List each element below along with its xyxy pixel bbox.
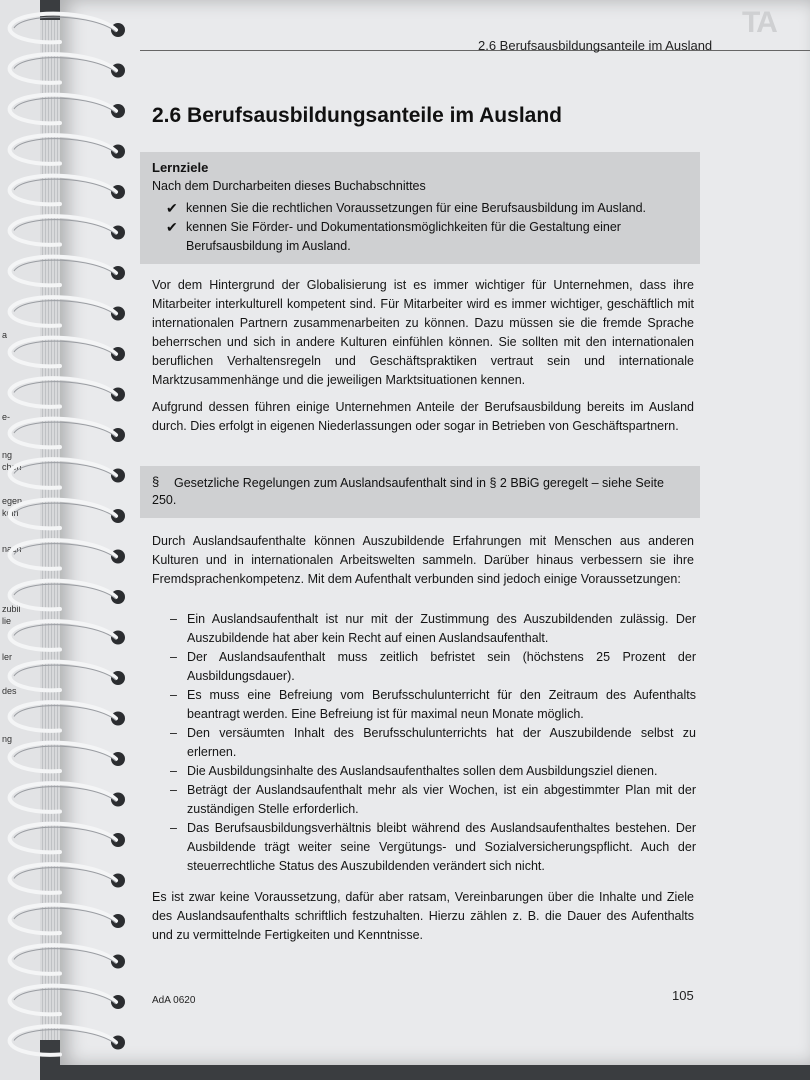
list-item-text: Ein Auslandsaufenthalt ist nur mit der Zustimmung des Auszubildenden zulässig. Der Auszubildende hat aber kein Recht auf einen Auslandsaufenthalt.: [187, 612, 696, 645]
learning-goal-item: [166, 199, 680, 218]
learning-goal-item: [166, 218, 680, 256]
paragraph-icon: §: [152, 474, 160, 489]
binding-coil: [10, 378, 116, 407]
binding-coil: [10, 986, 116, 1015]
section-heading: 2.6 Berufsausbildungsanteile im Ausland: [152, 104, 562, 127]
binding-coil: [10, 743, 116, 772]
checkmark-icon: ✔: [166, 219, 178, 235]
binding-coil: [10, 540, 116, 569]
list-item: [170, 648, 696, 686]
list-item-text: Das Berufsausbildungsverhältnis bleibt während des Auslandsaufenthaltes bestehen. Der Ausbildende trägt weiter seine Vergütungs- und Sozialversicherungspflicht. Auch der steuerrechtliche Status des Auszubildenden verändert sich nicht.: [187, 821, 696, 873]
binding-coil: [10, 135, 116, 164]
left-page-fragment: des: [2, 686, 17, 696]
binding-coil: [10, 14, 116, 43]
binding-coil: [10, 257, 116, 286]
body-paragraph: Es ist zwar keine Voraussetzung, dafür aber ratsam, Vereinbarungen über die Inhalte und Ziele des Auslandsaufenthalts schriftlich festzuhalten. Hierzu zählen z. B. die Dauer des Aufenthalts und zu vermittelnde Fertigkeiten und Kenntnisse.: [152, 890, 694, 942]
dash-bullet: –: [170, 688, 177, 702]
binding-coil: [10, 216, 116, 245]
left-page-fragment: egen: [2, 496, 23, 506]
learning-goals-box: [140, 152, 700, 264]
binding-coil: [10, 905, 116, 934]
binding-coil: [10, 95, 116, 124]
list-item-text: Den versäumten Inhalt des Berufsschulunterrichts hat der Auszubildende selbst zu erlernen.: [187, 726, 696, 759]
binding-coil: [10, 662, 116, 691]
binding-coil: [10, 864, 116, 893]
dash-bullet: –: [170, 764, 177, 778]
binding-coil: [10, 459, 116, 488]
left-page-fragment: ler: [2, 652, 13, 662]
learning-goals-intro: Nach dem Durcharbeiten dieses Buchabschnittes: [152, 179, 426, 193]
left-page-fragment: chen: [2, 462, 22, 472]
dash-bullet: –: [170, 612, 177, 626]
list-item-text: Der Auslandsaufenthalt muss zeitlich befristet sein (höchstens 25 Prozent der Ausbildungsdauer).: [187, 650, 696, 683]
binding-coil: [10, 1026, 116, 1055]
binding-coil: [10, 297, 116, 326]
list-item-text: Es muss eine Befreiung vom Berufsschulunterricht für den Zeitraum des Aufenthalts beantragt werden. Eine Befreiung ist für maximal neun Monate möglich.: [187, 688, 696, 721]
left-page-fragment: zubil: [2, 604, 21, 614]
binding-coil: [10, 783, 116, 812]
dash-bullet: –: [170, 821, 177, 835]
footer-code: AdA 0620: [152, 995, 196, 1006]
page-number: 105: [672, 988, 694, 1003]
dash-bullet: –: [170, 650, 177, 664]
binding-coil: [10, 176, 116, 205]
list-item: [170, 819, 696, 876]
list-item-text: Die Ausbildungsinhalte des Auslandsaufenthaltes sollen dem Ausbildungsziel dienen.: [187, 764, 658, 778]
checkmark-icon: ✔: [166, 200, 178, 216]
learning-goal-text: kennen Sie die rechtlichen Voraussetzungen für eine Berufsausbildung im Ausland.: [186, 201, 647, 215]
list-item: [170, 724, 696, 762]
binding-coil: [10, 621, 116, 650]
requirements-list: [170, 610, 696, 876]
spiral-binding: [0, 0, 140, 1080]
left-page-fragment: a: [2, 330, 8, 340]
list-item: [170, 686, 696, 724]
left-page-fragment: nach: [2, 544, 22, 554]
binding-coil: [10, 500, 116, 529]
body-paragraph: Aufgrund dessen führen einige Unternehmen Anteile der Berufsausbildung bereits im Ausland durch. Dies erfolgt in eigenen Niederlassungen oder sogar in Betrieben von Geschäftspartnern.: [152, 400, 694, 433]
law-reference-text: Gesetzliche Regelungen zum Auslandsaufenthalt sind in § 2 BBiG geregelt – siehe Seite: [174, 476, 664, 490]
left-page-fragment: kein: [2, 508, 19, 518]
list-item: [170, 610, 696, 648]
law-reference-text: 250.: [152, 493, 177, 507]
left-page-fragment: ng: [2, 450, 13, 460]
body-paragraph: Vor dem Hintergrund der Globalisierung ist es immer wichtiger für Unternehmen, dass ihre Mitarbeiter interkulturell kompetent sind. Für Mitarbeiter wird es immer wichtiger, geschäftlich mit internationalen Partnern zusammenarbeiten zu können. Dazu müssen sie die fremde Sprache beherrschen und sich in andere Kulturen einfühlen können. Sie sollten mit den internationalen beruflichen Verhaltensregeln und Geschäftspraktiken vertraut sein und internationale Marktzusammenhänge und die jeweiligen Marktsituationen kennen.: [152, 278, 694, 387]
list-item: [170, 762, 696, 781]
list-item-text: Beträgt der Auslandsaufenthalt mehr als vier Wochen, ist ein abgestimmter Plan mit der zuständigen Stelle erforderlich.: [187, 783, 696, 816]
binding-coil: [10, 581, 116, 610]
left-page-fragment: e-: [2, 412, 11, 422]
body-paragraph: Durch Auslandsaufenthalte können Auszubildende Erfahrungen mit Menschen aus anderen Kulturen und in internationalen Arbeitswelten sammeln. Darüber hinaus verbessern sie ihre Fremdsprachenkompetenz. Mit dem Aufenthalt verbunden sind jedoch einige Voraussetzungen:: [152, 534, 694, 586]
learning-goals-title: Lernziele: [152, 160, 209, 175]
dash-bullet: –: [170, 726, 177, 740]
law-reference-box: [140, 466, 700, 518]
binding-coil: [10, 419, 116, 448]
dash-bullet: –: [170, 783, 177, 797]
publisher-logo: TA: [742, 6, 776, 39]
left-page-fragment: ng: [2, 734, 13, 744]
learning-goal-text: kennen Sie Förder- und Dokumentationsmöglichkeiten für die Gestaltung einer Berufsausbildung im Ausland.: [186, 220, 621, 253]
running-head: 2.6 Berufsausbildungsanteile im Ausland: [478, 38, 713, 53]
binding-coil: [10, 338, 116, 367]
binding-coil: [10, 54, 116, 83]
binding-coil: [10, 702, 116, 731]
binding-coil: [10, 945, 116, 974]
list-item: [170, 781, 696, 819]
binding-coil: [10, 824, 116, 853]
left-page-fragment: lie: [2, 616, 12, 626]
